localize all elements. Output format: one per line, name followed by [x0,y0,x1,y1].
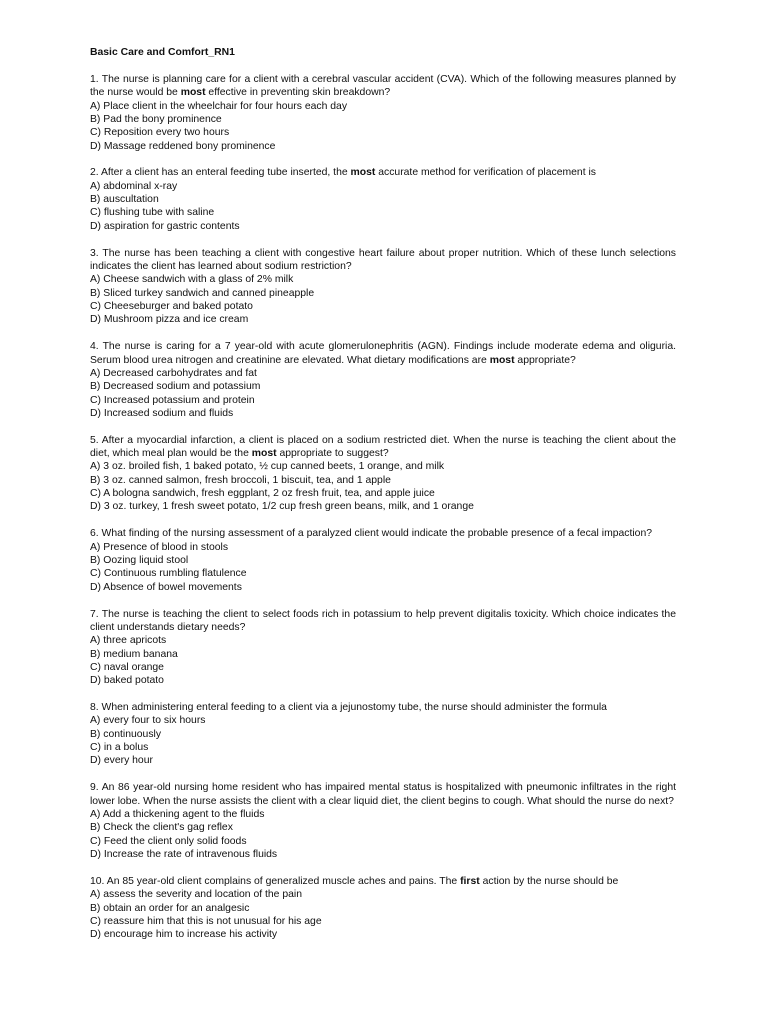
answer-option: C) flushing tube with saline [90,207,215,219]
answer-option: A) 3 oz. broiled fish, 1 baked potato, ½ cup canned beets, 1 orange, and milk [90,461,445,473]
question-text-end: action by the nurse should be [479,875,619,887]
question-stem [90,701,676,714]
answer-option: D) Absence of bowel movements [90,581,242,593]
question-emphasis: first [460,875,480,887]
question-text: 7. The nurse is teaching the client to select foods rich in potassium to help prevent digitalis toxicity. Which choice indicates the client understands dietary needs? [90,608,676,633]
answer-option: A) assess the severity and location of the pain [90,889,302,901]
question-text: 9. An 86 year-old nursing home resident who has impaired mental status is hospitalized with pneumonic infiltrates in the right lower lobe. When the nurse assists the client with a clear liquid diet, the client begins to cough. What should the nurse do next? [90,782,676,807]
question-stem [90,527,676,540]
answer-option: B) Sliced turkey sandwich and canned pineapple [90,287,315,299]
answer-option: C) Increased potassium and protein [90,394,255,406]
question-text: 8. When administering enteral feeding to a client via a jejunostomy tube, the nurse should administer the formula [90,702,607,714]
answer-option: D) Massage reddened bony prominence [90,140,276,152]
question-text: 10. An 85 year-old client complains of generalized muscle aches and pains. The [90,875,461,887]
answer-option: D) Increase the rate of intravenous fluids [90,849,278,861]
question-emphasis: most [350,167,376,179]
answer-option: C) Continuous rumbling flatulence [90,568,247,580]
question-list [90,73,676,942]
question-5 [90,434,676,514]
answer-option: A) Decreased carbohydrates and fat [90,367,257,379]
answer-option: C) naval orange [90,661,164,673]
answer-option: D) Mushroom pizza and ice cream [90,314,249,326]
question-7 [90,608,676,688]
question-stem [90,166,676,179]
question-stem [90,875,676,888]
question-4 [90,340,676,420]
answer-option: A) Add a thickening agent to the fluids [90,809,265,820]
answer-option: B) continuously [90,728,162,740]
question-text-end: accurate method for verification of placement is [375,167,596,179]
question-text-end: appropriate? [514,354,576,366]
answer-option: A) every four to six hours [90,715,206,727]
answer-option: C) in a bolus [90,742,149,754]
answer-option: A) Cheese sandwich with a glass of 2% milk [90,274,294,286]
answer-option: B) medium banana [90,648,178,660]
question-10 [90,875,676,942]
question-text: 5. After a myocardial infarction, a client is placed on a sodium restricted diet. When the nurse is teaching the client about the diet, which meal plan would be the [90,434,676,460]
question-text: 3. The nurse has been teaching a client with congestive heart failure about proper nutrition. Which of these lunch selections indicates the client has learned about sodium restriction? [90,247,676,272]
question-emphasis: most [251,448,277,460]
answer-option: A) Place client in the wheelchair for four hours each day [90,100,348,112]
question-stem [90,247,676,274]
answer-option: A) three apricots [90,635,167,647]
answer-option: B) Check the client's gag reflex [90,822,233,834]
answer-option: B) obtain an order for an analgesic [90,902,250,914]
question-stem [90,608,676,635]
answer-option: B) auscultation [90,194,159,206]
answer-option: B) 3 oz. canned salmon, fresh broccoli, 1 biscuit, tea, and 1 apple [90,474,391,486]
question-stem [90,73,676,100]
question-stem [90,781,676,808]
answer-option: A) Presence of blood in stools [90,541,229,553]
answer-option: B) Pad the bony prominence [90,113,222,125]
answer-option: A) abdominal x-ray [90,180,178,192]
question-3 [90,247,676,327]
question-stem [90,434,676,461]
answer-option: D) every hour [90,755,153,767]
question-9 [90,781,676,861]
question-text: 6. What finding of the nursing assessment of a paralyzed client would indicate the probable presence of a fecal impaction? [90,528,653,540]
question-stem [90,340,676,367]
answer-option: B) Decreased sodium and potassium [90,381,261,393]
question-1 [90,73,676,153]
question-text: 2. After a client has an enteral feeding tube inserted, the [90,167,351,179]
question-emphasis: most [489,354,515,366]
question-text: 4. The nurse is caring for a 7 year-old with acute glomerulonephritis (AGN). Findings include moderate edema and oliguria. Serum blood urea nitrogen and creatinine are elevated. What dietary modifications are [90,341,676,366]
question-emphasis: most [180,87,206,99]
answer-option: B) Oozing liquid stool [90,555,189,566]
answer-option: C) Cheeseburger and baked potato [90,301,253,312]
question-text-end: appropriate to suggest? [276,448,389,460]
answer-option: D) Increased sodium and fluids [90,407,234,419]
answer-option: C) reassure him that this is not unusual for his age [90,915,322,927]
question-text-end: effective in preventing skin breakdown? [205,87,391,99]
question-text: 1. The nurse is planning care for a client with a cerebral vascular accident (CVA). Which of the following measures planned by the nurse would be [90,73,676,99]
document-title: Basic Care and Comfort_RN1 [90,47,235,58]
answer-option: D) encourage him to increase his activity [90,929,278,941]
answer-option: D) 3 oz. turkey, 1 fresh sweet potato, 1/2 cup fresh green beans, milk, and 1 orange [90,501,474,513]
question-2 [90,166,676,233]
question-8 [90,701,676,768]
answer-option: C) Feed the client only solid foods [90,835,247,847]
answer-option: D) baked potato [90,675,164,687]
answer-option: C) A bologna sandwich, fresh eggplant, 2 oz fresh fruit, tea, and apple juice [90,488,435,500]
answer-option: D) aspiration for gastric contents [90,220,240,232]
answer-option: C) Reposition every two hours [90,127,230,139]
question-6 [90,527,676,594]
